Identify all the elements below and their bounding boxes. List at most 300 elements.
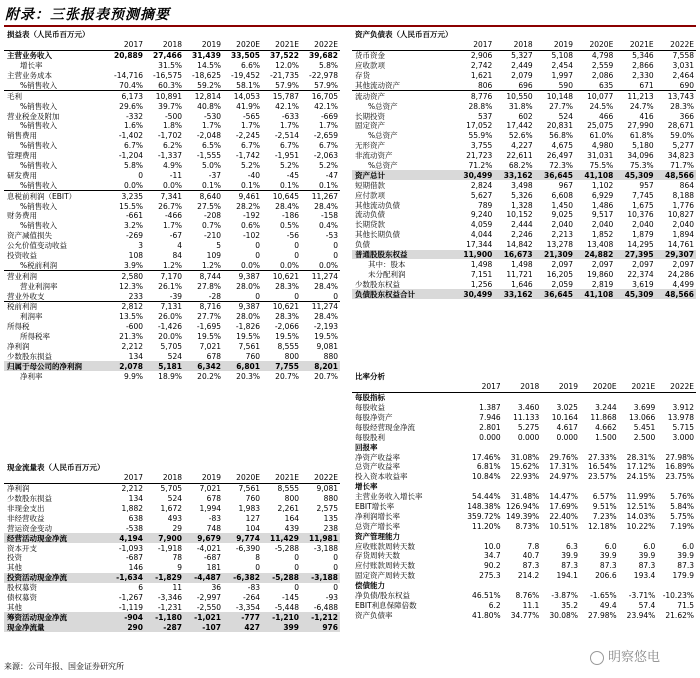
value-cell: 30,499 — [454, 289, 494, 299]
table-row — [352, 452, 696, 462]
value-cell: 24,286 — [667, 269, 694, 279]
table-row — [352, 541, 696, 551]
value-cell: -40 — [247, 170, 260, 180]
value-cell: -158 — [320, 211, 338, 221]
year-cell: 2021E — [619, 382, 658, 392]
balance-years-row — [352, 40, 696, 50]
value-cell: 6.57% — [592, 492, 617, 502]
value-cell: 5.2% — [279, 161, 299, 171]
table-row — [352, 392, 696, 402]
value-cell: 748 — [206, 523, 221, 533]
value-cell: 9,517 — [591, 210, 614, 220]
balance-header-row — [352, 30, 696, 40]
value-cell: 164 — [284, 513, 299, 523]
table-row — [4, 602, 340, 612]
value-cell: 48,566 — [656, 170, 696, 180]
value-cell: -1,267 — [118, 593, 143, 603]
value-cell: 760 — [245, 351, 260, 361]
value-cell: 233 — [128, 291, 143, 301]
value-cell: 3.025 — [556, 403, 578, 413]
value-cell: 7,745 — [632, 190, 654, 200]
value-cell: 46.51% — [472, 591, 501, 601]
value-cell: 2,444 — [511, 220, 533, 230]
value-cell: -1,402 — [118, 131, 143, 141]
value-cell: -269 — [125, 231, 143, 241]
value-cell: 16,705 — [301, 91, 340, 101]
value-cell: 0 — [333, 241, 338, 251]
value-cell: 11,274 — [301, 271, 340, 281]
value-cell: 2,580 — [106, 271, 145, 281]
value-cell: 880 — [323, 351, 338, 361]
row-label: 公允价值变动收益 — [7, 241, 67, 251]
table-row — [352, 571, 696, 581]
value-cell: 41.80% — [472, 610, 501, 620]
value-cell: 20.0% — [158, 332, 182, 342]
row-label: 应付款项 — [355, 190, 385, 200]
value-cell: -2,514 — [274, 131, 299, 141]
cashflow-years-row — [4, 473, 340, 483]
value-cell: 34.77% — [510, 610, 540, 620]
value-cell: 14,761 — [667, 240, 694, 250]
value-cell: 416 — [639, 111, 654, 121]
value-cell: 49.4 — [599, 600, 617, 610]
value-cell: -1,918 — [157, 543, 182, 553]
value-cell: 28.0% — [236, 281, 260, 291]
value-cell: -47 — [325, 170, 338, 180]
table-row — [4, 361, 340, 371]
value-cell: 2,246 — [511, 230, 533, 240]
row-label: 主营业务收入 — [7, 51, 52, 61]
value-cell: 24,882 — [575, 250, 615, 260]
value-cell — [657, 482, 696, 492]
row-label: %销售收入 — [20, 80, 58, 90]
value-cell: -45 — [286, 170, 299, 180]
value-cell: 10,077 — [575, 91, 615, 101]
row-label: 净利率 — [20, 371, 43, 381]
value-cell: 193.4 — [633, 571, 656, 581]
value-cell — [657, 581, 696, 591]
value-cell: 146 — [128, 563, 143, 573]
value-cell: 6.7% — [123, 141, 143, 151]
table-row — [352, 71, 696, 81]
value-cell: 17.46% — [472, 452, 501, 462]
value-cell — [619, 392, 658, 402]
value-cell: 1,498 — [511, 259, 533, 269]
value-cell: 9,081 — [316, 342, 338, 352]
value-cell: 493 — [167, 513, 182, 523]
value-cell: 75.5% — [589, 161, 614, 171]
value-cell: 14.03% — [626, 511, 656, 521]
value-cell: 42.1% — [275, 101, 299, 111]
value-cell: 42.1% — [314, 101, 338, 111]
value-cell: 238 — [323, 523, 338, 533]
value-cell — [580, 442, 619, 452]
balance-header: 资产负债表（人民币百万元） — [355, 30, 453, 40]
row-label: 流动资产 — [352, 91, 454, 101]
value-cell: 976 — [301, 622, 340, 632]
value-cell: 70.4% — [119, 80, 143, 90]
source-note: 来源：公司年报、国金证券研究所 — [4, 662, 124, 671]
table-row — [352, 492, 696, 502]
row-label: 总资产收益率 — [355, 462, 400, 472]
value-cell: -21,735 — [270, 71, 299, 80]
year-cell: 2020E — [580, 382, 619, 392]
value-cell: -1,426 — [157, 322, 182, 332]
value-cell: 1,894 — [672, 230, 694, 240]
value-cell: 17,052 — [466, 121, 493, 131]
table-row — [4, 61, 340, 71]
value-cell: 28,671 — [667, 121, 694, 131]
value-cell: 7.8 — [527, 541, 540, 551]
value-cell: -14,716 — [114, 71, 143, 80]
value-cell: 41,108 — [575, 289, 615, 299]
row-label: 普通股股东权益 — [352, 250, 454, 260]
value-cell: 28.31% — [626, 452, 656, 462]
value-cell: 24.5% — [589, 101, 614, 111]
value-cell: -2,245 — [235, 131, 260, 141]
value-cell: 696 — [518, 80, 533, 90]
value-cell: 5,705 — [160, 342, 182, 352]
value-cell: 5.75% — [670, 511, 694, 521]
value-cell: 1.7% — [162, 221, 182, 231]
value-cell: -1,021 — [184, 612, 223, 622]
row-label: %销售收入 — [20, 201, 58, 211]
value-cell: 8,716 — [184, 302, 223, 312]
value-cell: 1.7% — [318, 121, 338, 131]
value-cell: 524 — [167, 494, 182, 504]
value-cell: -466 — [164, 211, 182, 221]
value-cell: -1,212 — [301, 612, 340, 622]
row-label: 经营活动现金净流 — [4, 533, 106, 543]
value-cell: 31,439 — [192, 51, 221, 61]
value-cell — [464, 392, 503, 402]
value-cell: 39.9 — [599, 551, 617, 561]
value-cell: 41,108 — [575, 170, 615, 180]
value-cell: 26.0% — [158, 312, 182, 322]
table-row — [4, 504, 340, 514]
value-cell: 68.2% — [508, 161, 533, 171]
value-cell: 5,627 — [470, 190, 493, 200]
value-cell: 1,997 — [551, 71, 573, 80]
value-cell: 439 — [284, 523, 299, 533]
value-cell: 126.94% — [505, 502, 540, 512]
value-cell: 5,327 — [511, 51, 533, 61]
value-cell: 90.2 — [483, 561, 501, 571]
value-cell: 20.7% — [275, 371, 299, 381]
value-cell: 7,558 — [672, 51, 694, 61]
value-cell: -687 — [203, 553, 221, 563]
value-cell: 1.7% — [201, 121, 221, 131]
value-cell: 7,021 — [199, 484, 221, 494]
value-cell: 28.3% — [670, 101, 694, 111]
value-cell: 35.2 — [561, 600, 578, 610]
value-cell: 24.15% — [626, 472, 656, 482]
value-cell: 7,131 — [145, 302, 184, 312]
value-cell: -530 — [203, 111, 221, 121]
table-row — [4, 281, 340, 291]
row-label: 每股经营现金净流 — [355, 422, 415, 432]
value-cell: 5,326 — [511, 190, 533, 200]
value-cell: 109 — [206, 251, 221, 261]
row-label: 投资收益 — [7, 251, 37, 261]
value-cell: -6,488 — [313, 602, 338, 612]
value-cell: 179.9 — [672, 571, 694, 581]
row-label: 所得税率 — [20, 332, 50, 342]
value-cell — [106, 61, 145, 71]
value-cell: 671 — [639, 80, 654, 90]
value-cell: 864 — [679, 180, 694, 190]
value-cell: 4,194 — [106, 533, 145, 543]
value-cell: -22,978 — [309, 71, 338, 80]
value-cell: 21,723 — [466, 151, 493, 161]
balance-sheet — [352, 30, 696, 299]
value-cell: 31.48% — [510, 492, 540, 502]
value-cell: 2,819 — [591, 279, 614, 289]
row-label: EBIT增长率 — [355, 502, 395, 512]
row-label: 营运资金变动 — [7, 523, 52, 533]
table-row — [352, 432, 696, 442]
value-cell: 2,213 — [551, 230, 573, 240]
table-row — [352, 230, 696, 240]
value-cell — [657, 531, 696, 541]
value-cell: 2,454 — [551, 61, 573, 71]
value-cell: 84 — [172, 251, 182, 261]
table-row — [4, 523, 340, 533]
row-label: 筹资活动现金净流 — [4, 612, 106, 622]
value-cell: 6,608 — [551, 190, 573, 200]
value-cell: 104 — [245, 523, 260, 533]
income-years-row — [4, 40, 340, 50]
year-cell: 2022E — [301, 473, 340, 483]
value-cell: 31.8% — [508, 101, 533, 111]
table-row — [352, 511, 696, 521]
table-row — [4, 543, 340, 553]
row-label: %销售收入 — [20, 101, 58, 111]
value-cell: 33,505 — [231, 51, 260, 61]
value-cell: 7,755 — [262, 361, 301, 371]
value-cell: -1,695 — [196, 322, 221, 332]
value-cell: 28.0% — [236, 312, 260, 322]
value-cell: 4,499 — [672, 279, 694, 289]
value-cell: 2,812 — [106, 302, 145, 312]
value-cell: 7,170 — [145, 271, 184, 281]
value-cell: -2,048 — [196, 131, 221, 141]
value-cell: 26.7% — [158, 201, 182, 211]
value-cell: 602 — [518, 111, 533, 121]
value-cell — [464, 581, 503, 591]
value-cell: 4,798 — [591, 51, 614, 61]
table-row — [352, 180, 696, 190]
value-cell: 56.8% — [549, 131, 573, 141]
value-cell: 40.7 — [522, 551, 540, 561]
cashflow-statement — [4, 463, 340, 632]
value-cell: 10,152 — [506, 210, 533, 220]
cashflow-header-row — [4, 463, 340, 473]
value-cell: 19.5% — [275, 332, 299, 342]
value-cell: 11.1 — [522, 600, 540, 610]
value-cell: -4,021 — [196, 543, 221, 553]
value-cell: 27.98% — [588, 610, 617, 620]
ratio-analysis — [352, 372, 696, 620]
value-cell: 28.4% — [314, 281, 338, 291]
value-cell: 30,499 — [454, 170, 494, 180]
value-cell: 6.0 — [682, 541, 694, 551]
row-label: 每股净资产 — [355, 413, 393, 422]
value-cell: -669 — [320, 111, 338, 121]
value-cell: -1,119 — [118, 602, 143, 612]
value-cell: 7,151 — [470, 269, 493, 279]
year-cell: 2019 — [535, 40, 575, 50]
value-cell: 0.4% — [318, 221, 338, 231]
value-cell: 5.0% — [201, 161, 221, 171]
value-cell: 61.8% — [629, 131, 654, 141]
row-label: 其他流动负债 — [355, 200, 400, 210]
value-cell: 11,721 — [506, 269, 533, 279]
value-cell — [541, 581, 580, 591]
table-row — [4, 322, 340, 332]
value-cell: 0 — [294, 583, 299, 593]
value-cell: 60.3% — [158, 80, 182, 90]
value-cell: 87.3 — [638, 561, 656, 571]
value-cell: 2,449 — [511, 61, 533, 71]
value-cell: -83 — [208, 513, 221, 523]
value-cell: 7.19% — [670, 521, 694, 531]
value-cell: 0.1% — [318, 180, 338, 190]
value-cell: -6,390 — [235, 543, 260, 553]
table-row — [4, 241, 340, 251]
value-cell: -18,625 — [192, 71, 221, 80]
value-cell: 1,621 — [470, 71, 493, 80]
value-cell: 22,611 — [506, 151, 533, 161]
value-cell: 14.47% — [549, 492, 578, 502]
value-cell — [541, 482, 580, 492]
row-label: 毛利 — [4, 91, 106, 101]
value-cell — [580, 482, 619, 492]
value-cell: 0.1% — [201, 180, 221, 190]
table-row — [4, 141, 340, 151]
value-cell: 17.12% — [626, 462, 656, 472]
value-cell: 20.2% — [197, 371, 221, 381]
value-cell: 9,387 — [223, 271, 262, 281]
value-cell: 10.84% — [472, 472, 501, 482]
value-cell: 11,900 — [454, 250, 494, 260]
value-cell: 33,162 — [494, 170, 534, 180]
value-cell: 4.9% — [162, 161, 182, 171]
value-cell: 0.1% — [279, 180, 299, 190]
table-row — [352, 442, 696, 452]
value-cell: 1.2% — [201, 260, 221, 270]
row-label: 债权募资 — [7, 593, 37, 603]
value-cell: 1,983 — [238, 504, 260, 513]
value-cell: -107 — [184, 622, 223, 632]
value-cell: 8,555 — [277, 484, 299, 494]
value-cell: 8.73% — [515, 521, 540, 531]
row-label: 主营业务收入增长率 — [355, 492, 423, 502]
value-cell: 17.31% — [549, 462, 578, 472]
value-cell: -192 — [242, 211, 260, 221]
value-cell: 7,341 — [145, 191, 184, 201]
value-cell: -53 — [325, 231, 338, 241]
table-row — [4, 612, 340, 622]
value-cell: 12.18% — [588, 521, 617, 531]
value-cell: 690 — [679, 80, 694, 90]
value-cell: 16,673 — [494, 250, 534, 260]
value-cell: 39.7% — [158, 101, 182, 111]
table-row — [352, 161, 696, 171]
value-cell: -3.71% — [628, 591, 656, 601]
value-cell: 4,227 — [511, 141, 533, 151]
value-cell: 45,309 — [615, 289, 655, 299]
value-cell: 524 — [167, 351, 182, 361]
value-cell: 55.9% — [468, 131, 493, 141]
value-cell: 0 — [255, 251, 260, 261]
value-cell: -264 — [242, 593, 260, 603]
value-cell: 10,376 — [627, 210, 654, 220]
value-cell: 20.7% — [314, 371, 338, 381]
table-row — [352, 269, 696, 279]
value-cell: 0.000 — [556, 432, 578, 442]
value-cell: 0.0% — [318, 260, 338, 270]
value-cell: 87.3 — [561, 561, 578, 571]
value-cell: 12.51% — [626, 502, 656, 512]
value-cell: 5,108 — [551, 51, 573, 61]
value-cell: 6.6% — [240, 61, 260, 71]
value-cell: 25,075 — [587, 121, 614, 131]
value-cell: 29,307 — [656, 250, 696, 260]
value-cell: -16,575 — [153, 71, 182, 80]
value-cell: 1,646 — [511, 279, 533, 289]
value-cell: 1,450 — [551, 200, 573, 210]
value-cell: 39.9 — [638, 551, 656, 561]
value-cell: 16.89% — [665, 462, 694, 472]
year-cell: 2020E — [223, 473, 262, 483]
table-row — [4, 583, 340, 593]
value-cell: 57.9% — [275, 80, 299, 90]
value-cell: -1,829 — [145, 573, 184, 583]
value-cell: 13,743 — [656, 91, 696, 101]
value-cell: -186 — [281, 211, 299, 221]
watermark — [590, 646, 660, 665]
value-cell: 36,645 — [535, 289, 575, 299]
value-cell: -633 — [281, 111, 299, 121]
value-cell: 1,994 — [199, 504, 221, 513]
value-cell: 2,059 — [551, 279, 573, 289]
value-cell: 11,274 — [301, 302, 340, 312]
value-cell: 13.978 — [667, 413, 694, 422]
value-cell: -332 — [125, 111, 143, 121]
value-cell: 27.33% — [588, 452, 617, 462]
value-cell: 27.5% — [197, 201, 221, 211]
value-cell: 39,682 — [309, 51, 338, 61]
value-cell: 8,776 — [454, 91, 494, 101]
value-cell — [541, 531, 580, 541]
value-cell: 2,575 — [316, 504, 338, 513]
value-cell: 6 — [138, 583, 143, 593]
table-row — [352, 170, 696, 180]
row-label: 总资产增长率 — [355, 521, 400, 531]
row-label: EBIT利息保障倍数 — [355, 600, 417, 610]
row-label: 存货周转天数 — [355, 551, 400, 561]
table-row — [4, 513, 340, 523]
value-cell: 41.9% — [236, 101, 260, 111]
value-cell: -3,188 — [301, 573, 340, 583]
year-label-blank — [352, 40, 454, 50]
table-row — [352, 151, 696, 161]
value-cell: 4 — [177, 241, 182, 251]
table-row — [352, 600, 696, 610]
value-cell: 789 — [478, 200, 493, 210]
table-row — [4, 80, 340, 90]
